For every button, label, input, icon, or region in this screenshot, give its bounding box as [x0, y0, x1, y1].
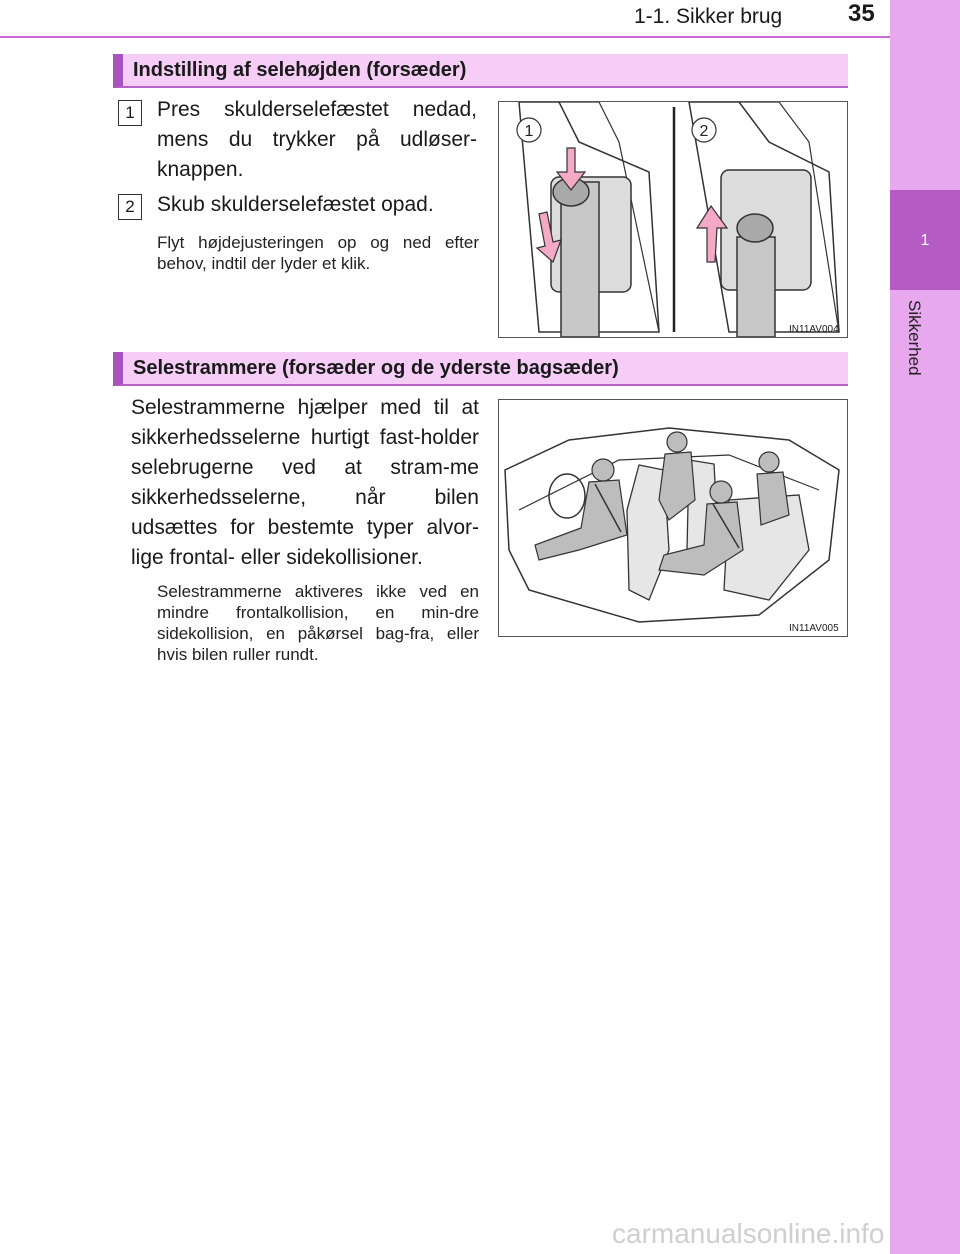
- section-heading-text: Indstilling af selehøjden (forsæder): [133, 59, 467, 81]
- panel-label-1: 1: [524, 123, 534, 140]
- figure-code: IN11AV004: [789, 324, 839, 335]
- belt-height-figure: [498, 101, 848, 338]
- section-heading-pretensioners: [113, 352, 848, 386]
- step-2-text: Skub skulderselefæstet opad.: [157, 193, 434, 216]
- pretensioner-note: Selestrammerne aktiveres ikke ved en mindre frontalkollision, en min-dre sidekollision, en påkørsel bag-fra, eller hvis bilen ruller rundt.: [157, 582, 479, 664]
- belt-height-illustration: [499, 102, 847, 337]
- step-note: Flyt højdejusteringen op og ned efter behov, indtil der lyder et klik.: [157, 233, 479, 273]
- chapter-tab: [890, 0, 960, 1254]
- step-1-text: Pres skulderselefæstet nedad, mens du trykker på udløser-knappen.: [157, 98, 477, 181]
- pretensioner-figure: [498, 399, 848, 637]
- pretensioner-body-text: Selestrammerne hjælper med til at sikkerhedsselerne hurtigt fast-holder selebrugerne ved at stram-me sikkerhedsselerne, når bilen udsættes for bestemte typer alvor-lige frontal- eller sidekollisioner.: [131, 396, 479, 569]
- panel-label-2: 2: [699, 123, 709, 140]
- section-heading-belt-height: [113, 54, 848, 88]
- header-rule: [0, 36, 890, 38]
- figure-code: IN11AV005: [789, 623, 839, 634]
- chapter-label: Sikkerhed: [905, 300, 924, 376]
- page-number: 35: [848, 0, 875, 27]
- step-badge-2: 2: [118, 194, 142, 220]
- section-reference: 1-1. Sikker brug: [634, 5, 783, 28]
- chapter-number: 1: [920, 232, 930, 249]
- step-badge-1: 1: [118, 100, 142, 126]
- watermark: carmanualsonline.info: [612, 1218, 885, 1249]
- section-heading-text: Selestrammere (forsæder og de yderste bagsæder): [133, 357, 619, 379]
- car-interior-illustration: [499, 400, 847, 636]
